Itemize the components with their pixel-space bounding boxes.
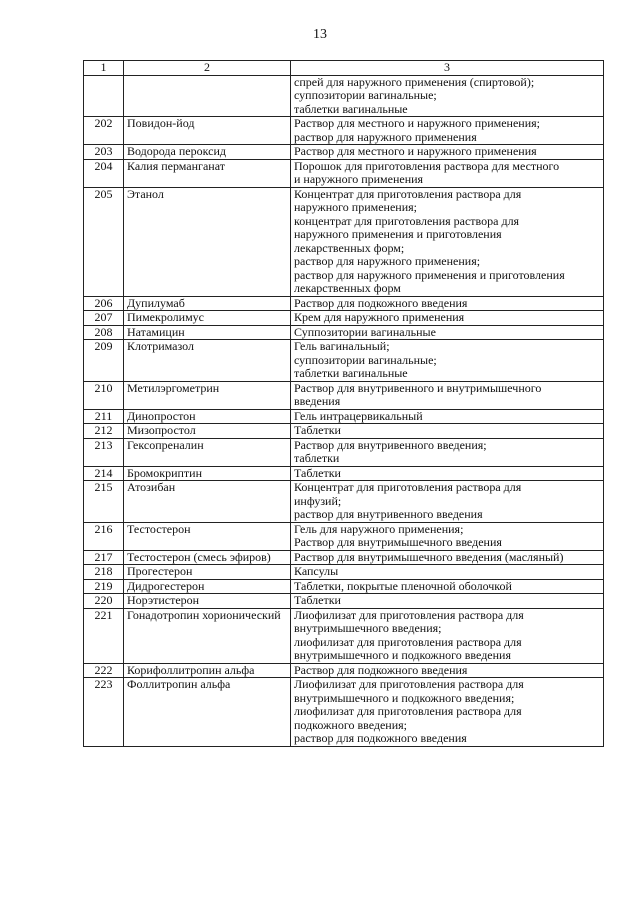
row-number: 216 (84, 522, 124, 550)
drug-name: Пимекролимус (124, 311, 291, 326)
dosage-form-line: Раствор для внутримышечного введения (294, 535, 502, 549)
dosage-form-line: Таблетки (294, 465, 341, 480)
dosage-forms (291, 325, 604, 340)
table-row (84, 340, 604, 382)
dosage-forms (291, 311, 604, 326)
drug-name: Корифоллитропин альфа (124, 663, 291, 678)
dosage-form-line: инфузий; (294, 493, 342, 508)
dosage-form-line: внутримышечного введения; (294, 621, 442, 635)
table-row (84, 608, 604, 663)
table-row (84, 381, 604, 409)
row-number: 213 (84, 438, 124, 466)
column-header-number: 1 (84, 61, 124, 76)
row-number: 206 (84, 296, 124, 311)
dosage-form-line: Раствор для местного и наружного применения; (294, 116, 540, 130)
table-row (84, 438, 604, 466)
dosage-forms (291, 296, 604, 311)
dosage-forms (291, 608, 604, 663)
dosage-form-line: Лиофилизат для приготовления раствора для (294, 677, 524, 691)
table-body (84, 75, 604, 746)
dosage-forms (291, 438, 604, 466)
drug-name (124, 75, 291, 117)
dosage-form-line: введения (294, 394, 341, 408)
dosage-form-line: суппозитории вагинальные; (294, 88, 437, 102)
dosage-forms (291, 187, 604, 296)
row-number: 222 (84, 663, 124, 678)
dosage-form-line: Суппозитории вагинальные (294, 324, 436, 339)
dosage-form-line: наружного применения; (294, 200, 417, 214)
row-number: 208 (84, 325, 124, 340)
dosage-form-line: Таблетки (294, 593, 341, 607)
dosage-form-line: Крем для наружного применения (294, 310, 465, 324)
dosage-form-line: Раствор для внутривенного и внутримышечного (294, 380, 542, 395)
row-number: 212 (84, 424, 124, 439)
dosage-forms (291, 340, 604, 382)
dosage-form-line: Порошок для приготовления раствора для местного (294, 158, 560, 173)
table-row (84, 579, 604, 594)
dosage-forms (291, 159, 604, 187)
table-row (84, 424, 604, 439)
dosage-form-line: Таблетки (294, 423, 341, 437)
dosage-forms (291, 481, 604, 523)
row-number: 204 (84, 159, 124, 187)
drug-name: Бромокриптин (124, 466, 291, 481)
dosage-form-line: Раствор для внутримышечного введения (масляный) (294, 549, 564, 564)
drug-name: Динопростон (124, 409, 291, 424)
drug-name: Мизопростол (124, 424, 291, 439)
drug-name: Прогестерон (124, 565, 291, 580)
dosage-forms (291, 466, 604, 481)
row-number (84, 75, 124, 117)
drug-name: Норэтистерон (124, 594, 291, 609)
row-number: 211 (84, 409, 124, 424)
dosage-form-line: Гель вагинальный; (294, 339, 390, 353)
dosage-forms (291, 678, 604, 747)
dosage-form-line: Капсулы (294, 564, 339, 578)
dosage-form-line: раствор для подкожного введения (294, 731, 467, 745)
drug-name: Дупилумаб (124, 296, 291, 311)
drug-name: Калия перманганат (124, 159, 291, 187)
table-row (84, 594, 604, 609)
dosage-forms (291, 424, 604, 439)
table-row (84, 409, 604, 424)
dosage-form-line: раствор для наружного применения (294, 129, 477, 144)
row-number: 210 (84, 381, 124, 409)
row-number: 203 (84, 145, 124, 160)
dosage-forms (291, 579, 604, 594)
drug-name: Гексопреналин (124, 438, 291, 466)
drug-name: Клотримазол (124, 340, 291, 382)
dosage-forms (291, 594, 604, 609)
table-row (84, 565, 604, 580)
drug-name: Водорода пероксид (124, 145, 291, 160)
column-header-forms: 3 (291, 61, 604, 76)
dosage-form-line: Раствор для подкожного введения (294, 295, 468, 310)
dosage-forms (291, 381, 604, 409)
table-row (84, 481, 604, 523)
dosage-form-line: спрей для наружного применения (спиртовой); (294, 74, 535, 89)
dosage-form-line: наружного применения и приготовления (294, 227, 502, 241)
page-number: 13 (313, 27, 327, 42)
dosage-forms (291, 145, 604, 160)
dosage-form-line: внутримышечного и подкожного введения; (294, 690, 515, 705)
dosage-forms (291, 663, 604, 678)
row-number: 217 (84, 550, 124, 565)
table-row (84, 663, 604, 678)
drug-name: Атозибан (124, 481, 291, 523)
drug-name: Тестостерон (124, 522, 291, 550)
dosage-form-line: раствор для наружного применения и приготовления (294, 267, 565, 282)
dosage-form-line: таблетки (294, 451, 340, 465)
row-number: 202 (84, 117, 124, 145)
dosage-forms (291, 550, 604, 565)
dosage-form-line: лиофилизат для приготовления раствора для (294, 704, 522, 718)
table-row (84, 187, 604, 296)
dosage-form-line: Раствор для внутривенного введения; (294, 437, 487, 452)
dosage-forms (291, 117, 604, 145)
row-number: 223 (84, 678, 124, 747)
table-row (84, 550, 604, 565)
row-number: 205 (84, 187, 124, 296)
dosage-form-line: суппозитории вагинальные; (294, 352, 437, 367)
table-row (84, 311, 604, 326)
table-row (84, 159, 604, 187)
dosage-form-line: раствор для внутривенного введения (294, 507, 483, 521)
dosage-form-line: таблетки вагинальные (294, 366, 408, 380)
dosage-form-line: лекарственных форм; (294, 240, 405, 255)
dosage-form-line: Таблетки, покрытые пленочной оболочкой (294, 578, 512, 593)
drug-name: Тестостерон (смесь эфиров) (124, 550, 291, 565)
dosage-form-line: таблетки вагинальные (294, 101, 408, 116)
table-row (84, 466, 604, 481)
dosage-form-line: лиофилизат для приготовления раствора для (294, 634, 522, 649)
table-row (84, 296, 604, 311)
table-row (84, 325, 604, 340)
row-number: 220 (84, 594, 124, 609)
row-number: 215 (84, 481, 124, 523)
dosage-form-line: Раствор для подкожного введения (294, 662, 468, 677)
column-header-name: 2 (124, 61, 291, 76)
drug-table (83, 60, 604, 747)
table-row (84, 75, 604, 117)
dosage-form-line: Раствор для местного и наружного применения (294, 144, 537, 158)
dosage-forms (291, 75, 604, 117)
table-row (84, 117, 604, 145)
dosage-form-line: подкожного введения; (294, 717, 407, 732)
row-number: 207 (84, 311, 124, 326)
dosage-form-line: концентрат для приготовления раствора для (294, 213, 520, 228)
dosage-form-line: Концентрат для приготовления раствора для (294, 480, 522, 494)
dosage-form-line: внутримышечного и подкожного введения (294, 648, 511, 662)
dosage-form-line: лекарственных форм (294, 281, 401, 295)
dosage-form-line: Лиофилизат для приготовления раствора для (294, 607, 524, 622)
drug-name: Метилэргометрин (124, 381, 291, 409)
drug-name: Натамицин (124, 325, 291, 340)
header-row (84, 61, 604, 76)
table-row (84, 145, 604, 160)
dosage-forms (291, 522, 604, 550)
drug-name: Повидон-йод (124, 117, 291, 145)
row-number: 209 (84, 340, 124, 382)
table-row (84, 522, 604, 550)
table-row (84, 678, 604, 747)
drug-name: Этанол (124, 187, 291, 296)
dosage-form-line: раствор для наружного применения; (294, 254, 481, 268)
dosage-form-line: Концентрат для приготовления раствора для (294, 186, 522, 201)
row-number: 221 (84, 608, 124, 663)
row-number: 218 (84, 565, 124, 580)
drug-name: Фоллитропин альфа (124, 678, 291, 747)
drug-name: Дидрогестерон (124, 579, 291, 594)
dosage-form-line: и наружного применения (294, 172, 424, 186)
dosage-form-line: Гель для наружного применения; (294, 521, 464, 536)
row-number: 219 (84, 579, 124, 594)
drug-name: Гонадотропин хорионический (124, 608, 291, 663)
dosage-forms (291, 409, 604, 424)
dosage-forms (291, 565, 604, 580)
row-number: 214 (84, 466, 124, 481)
dosage-form-line: Гель интрацервикальный (294, 408, 423, 423)
